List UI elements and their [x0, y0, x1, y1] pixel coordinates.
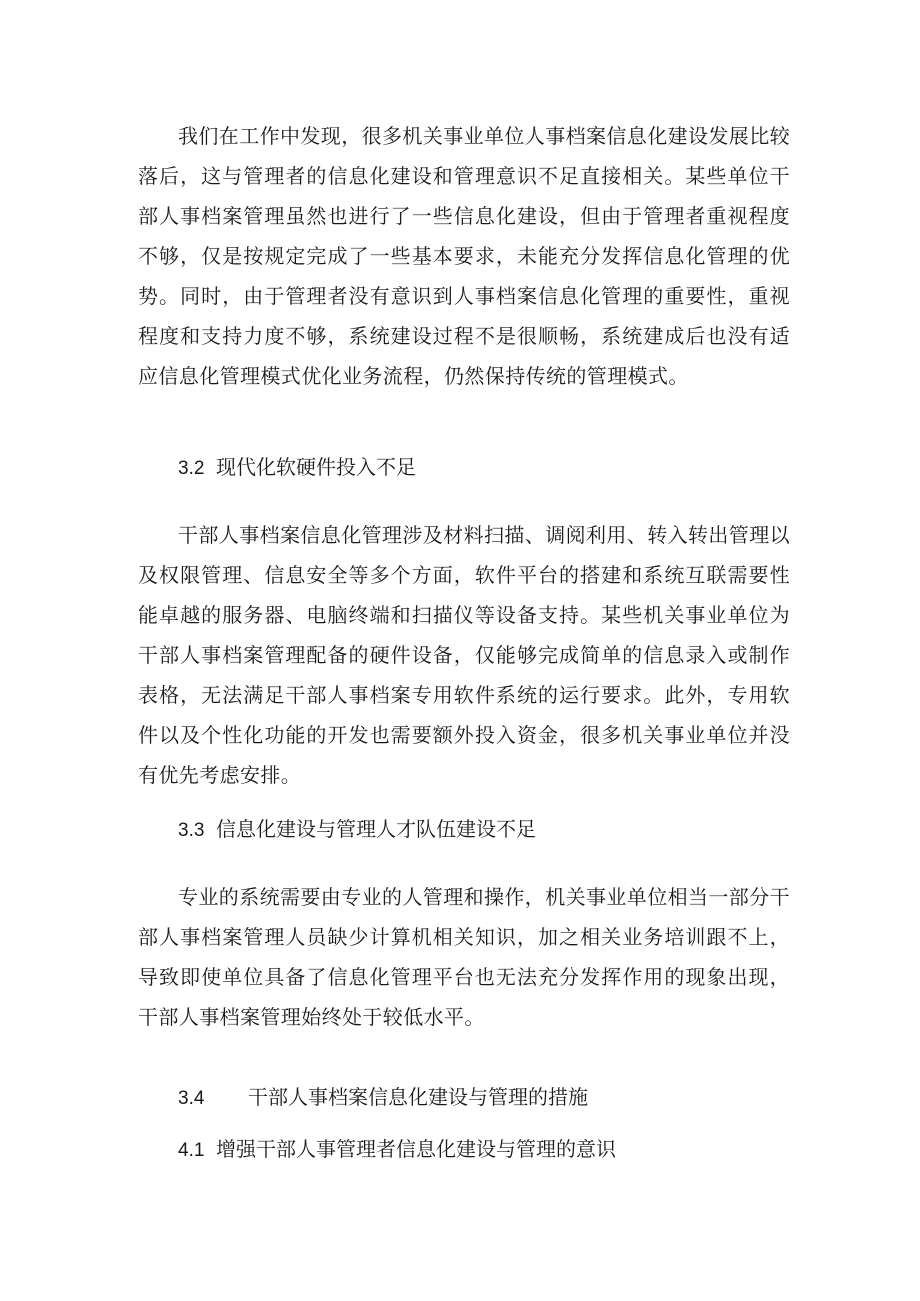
paragraph-talent-team: 专业的系统需要由专业的人管理和操作，机关事业单位相当一部分干部人事档案管理人员缺少计算机相关知识，加之相关业务培训跟不上，导致即使单位具备了信息化管理平台也无法充分发挥作用的现象出现，干部人事档案管理始终处于较低水平。	[138, 885, 790, 1029]
section-number: 3.3	[178, 820, 205, 841]
section-number: 4.1	[178, 1140, 205, 1161]
section-heading-3-4	[178, 1082, 588, 1114]
paragraph-management-awareness: 我们在工作中发现，很多机关事业单位人事档案信息化建设发展比较落后，这与管理者的信息化建设和管理意识不足直接相关。某些单位干部人事档案管理虽然也进行了一些信息化建设，但由于管理者重视程度不够，仅是按规定完成了一些基本要求，未能充分发挥信息化管理的优势。同时，由于管理者没有意识到人事档案信息化管理的重要性，重视程度和支持力度不够，系统建设过程不是很顺畅，系统建成后也没有适应信息化管理模式优化业务流程，仍然保持传统的管理模式。	[138, 124, 790, 388]
section-title: 现代化软硬件投入不足	[216, 455, 416, 479]
section-number: 3.2	[178, 458, 205, 479]
section-title: 增强干部人事管理者信息化建设与管理的意识	[216, 1137, 616, 1161]
section-number: 3.4	[178, 1088, 205, 1109]
section-heading-3-3	[178, 814, 536, 846]
section-heading-3-2	[178, 452, 416, 484]
section-heading-4-1	[178, 1134, 616, 1166]
section-title: 信息化建设与管理人才队伍建设不足	[216, 817, 536, 841]
paragraph-hardware-software: 干部人事档案信息化管理涉及材料扫描、调阅利用、转入转出管理以及权限管理、信息安全等多个方面，软件平台的搭建和系统互联需要性能卓越的服务器、电脑终端和扫描仪等设备支持。某些机关事业单位为干部人事档案管理配备的硬件设备，仅能够完成简单的信息录入或制作表格，无法满足干部人事档案专用软件系统的运行要求。此外，专用软件以及个性化功能的开发也需要额外投入资金，很多机关事业单位并没有优先考虑安排。	[138, 523, 790, 787]
section-title: 干部人事档案信息化建设与管理的措施	[248, 1085, 588, 1109]
